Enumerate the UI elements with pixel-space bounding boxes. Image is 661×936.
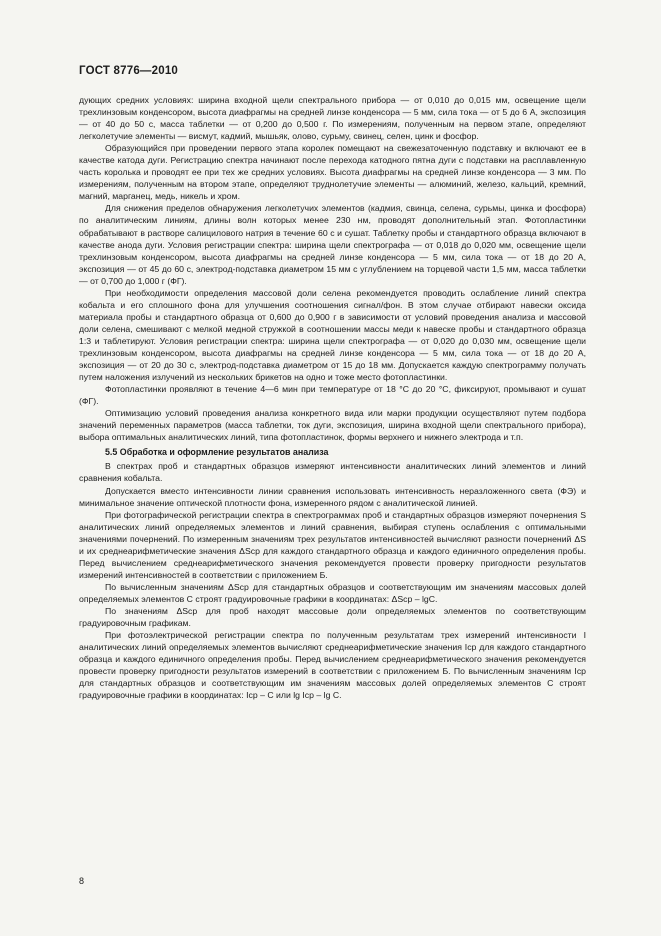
paragraph: При фотоэлектрической регистрации спектра по полученным результатам трех измерений интенсивности I аналитических линий определяемых элементов вычисляют среднеарифметические значения Iср для каждого стандартного образца и каждого единичного определения пробы. Перед вычислением среднеарифметического значения рекомендуется провести проверку пригодности результатов измерений в соответствии с приложением Б. По вычисленным значениям Iср для стандартных образцов и соответствующим им значениям массовых долей определяемых элементов С строят градуировочные графики в координатах: Iср – С или lg Iср – lg С.: [79, 630, 586, 701]
page-header: ГОСТ 8776—2010: [79, 65, 179, 77]
paragraph: Образующийся при проведении первого этапа королек помещают на свежезаточенную подставку и включают ее в качестве катода дуги. Регистрацию спектра начинают после перехода катодного пятна дуги с подставки на расплавленную часть королька и проводят ее при тех же средних условиях. Высота диафрагмы на средней линзе конденсора — 3 мм. По измерениям, полученным на втором этапе, определяют труднолетучие элементы — алюминий, железо, кальций, кремний, магний, марганец, медь, никель и хром.: [79, 143, 586, 202]
paragraph: дующих средних условиях: ширина входной щели спектрального прибора — от 0,010 до 0,015 мм, освещение щели трехлинзовым конденсором, высота диафрагмы на средней линзе конденсора — 5 мм, сила тока — от 5 до 6 А, экспозиция — от 40 до 50 с, масса таблетки — от 0,200 до 0,500 г. По измерениям, полученным на первом этапе, определяют легколетучие элементы — висмут, кадмий, мышьяк, олово, сурьму, свинец, селен, цинк и фосфор.: [79, 95, 586, 142]
paragraph: Для снижения пределов обнаружения легколетучих элементов (кадмия, свинца, селена, сурьмы, цинка и фосфора) по аналитическим линиям, длины волн которых менее 230 нм, проводят дополнительный этап. Фотопластинки обрабатывают в растворе салицилового натрия в течение 60 с и сушат. Таблетку пробы и стандартного образца включают в качестве анода дуги. Условия регистрации спектра: ширина щели спектрографа — от 0,018 до 0,020 мм, освещение щели трехлинзовым конденсором, высота диафрагмы на средней линзе конденсора — 5 мм, сила тока — от 18 до 20 А, экспозиция — от 45 до 60 с, электрод-подставка диаметром 15 мм с углублением на торцевой части 1,5 мм, масса таблетки — от 0,700 до 1,000 г (ФГ).: [79, 203, 586, 286]
page-body: [79, 94, 586, 701]
paragraph: По значениям ΔSср для проб находят массовые доли определяемых элементов по соответствующим градуировочным графикам.: [79, 605, 586, 629]
paragraph: При фотографической регистрации спектра в спектрограммах проб и стандартных образцов измеряют почернения S аналитических линий определяемых элементов и линий сравнения, выбирая ступень ослабления с оптимальными значениями почернений. По измеренным значениям трех результатов интенсивностей вычисляют разности почернений ΔS и их среднеарифметические значения ΔSср для каждого стандартного образца и каждого единичного определения пробы. Перед вычислением среднеарифметического значения рекомендуется провести проверку пригодности результатов измерений интенсивностей в соответствии с приложением Б.: [79, 509, 586, 580]
paragraph: Допускается вместо интенсивности линии сравнения использовать интенсивность неразложенного света (ФЭ) и минимальное значение оптической плотности фона, измеренного рядом с аналитической линией.: [79, 485, 586, 508]
paragraph: При необходимости определения массовой доли селена рекомендуется проводить ослабление линий спектра кобальта и его сплошного фона для улучшения соотношения сигнал/фон. В этом случае отбирают навески оксида материала пробы и стандартного образца от 0,600 до 0,900 г в зависимости от условий проведения анализа и массовой доли селена, смешивают с мелкой медной стружкой в соотношении массы меди к навеске пробы и стандартного образца 1:3 и таблетируют. Условия регистрации спектра: ширина щели спектрографа — от 0,020 до 0,030 мм, освещение щели трехлинзовым конденсором, высота диафрагмы на средней линзе конденсора — 5 мм, сила тока — от 18 до 20 А, экспозиция — от 20 до 30 с, электрод-подставка диаметром от 15 до 18 мм. Допускается каждую спектрограмму получать путем наложения излучений из нескольких брикетов на одно и тоже место фотопластинки.: [79, 287, 586, 383]
paragraph: Фотопластинки проявляют в течение 4—6 мин при температуре от 18 °С до 20 °С, фиксируют, промывают и сушат (ФГ).: [79, 384, 586, 407]
paragraph: Оптимизацию условий проведения анализа конкретного вида или марки продукции осуществляют путем подбора значений переменных параметров (масса таблетки, ток дуги, экспозиция, ширина входной щели спектрального прибора), выбора оптимальных аналитических линий, типа фотопластинок, формы верхнего и нижнего электрода и т.п.: [79, 408, 586, 443]
paragraph: По вычисленным значениям ΔSср для стандартных образцов и соответствующим им значениям массовых долей определяемых элементов С строят градуировочные графики в координатах: ΔSср – lgС.: [79, 581, 586, 604]
paragraph: В спектрах проб и стандартных образцов измеряют интенсивности аналитических линий элементов и линий сравнения кобальта.: [79, 461, 586, 484]
section-heading: 5.5 Обработка и оформление результатов анализа: [105, 447, 329, 458]
page-number: 8: [79, 876, 85, 886]
